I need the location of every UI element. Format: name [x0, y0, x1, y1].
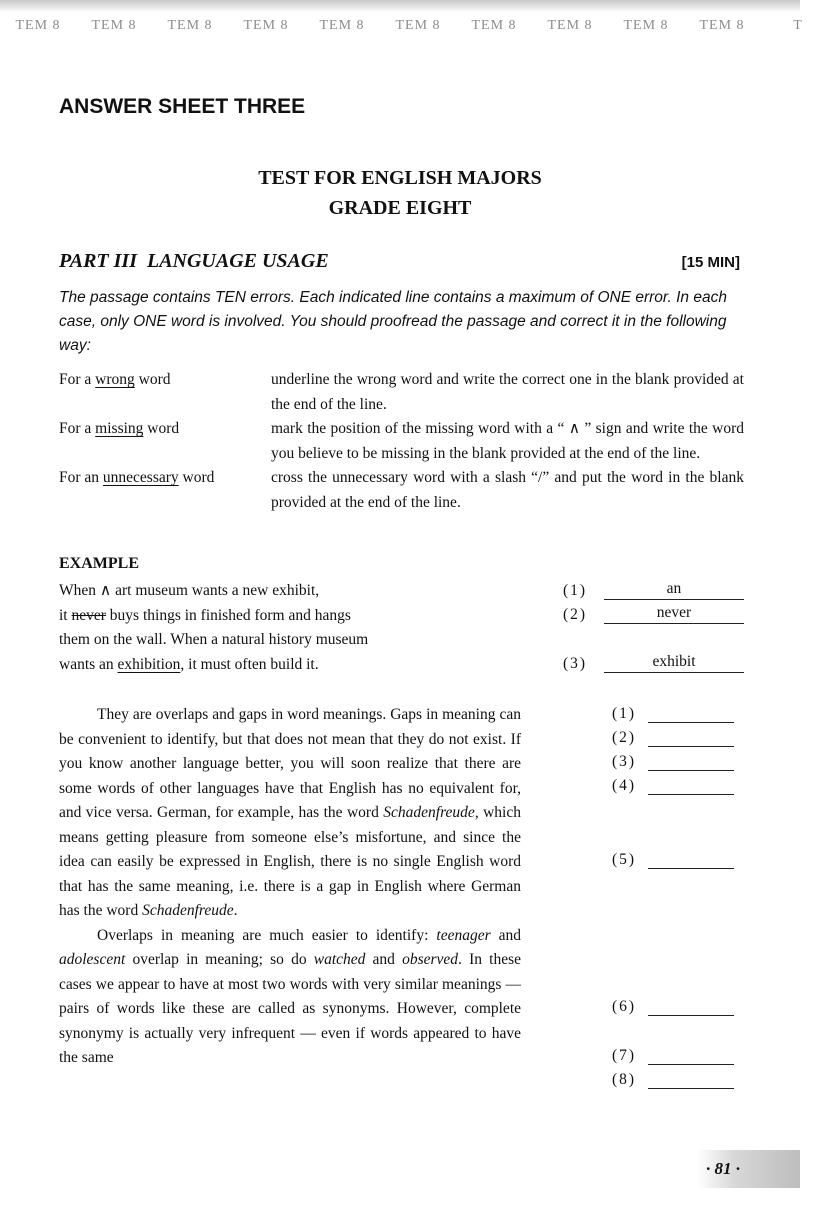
answer-blank-line[interactable] — [648, 998, 734, 1016]
example-line — [59, 653, 479, 678]
passage-paragraph — [59, 703, 521, 924]
answer-blank-line[interactable] — [648, 1071, 734, 1089]
passage-italic: watched — [313, 951, 366, 968]
rule-description: mark the position of the missing word with a “ ∧ ” sign and write the word you believe to be missing in the blank provided at the end of the line. — [271, 420, 744, 462]
rule-row — [59, 417, 744, 466]
page-number: · 81 · — [698, 1150, 800, 1188]
passage-italic: Schadenfreude — [383, 804, 475, 821]
answer-blank-number: (5) — [612, 851, 637, 868]
example-text-fragment: it — [59, 606, 72, 624]
passage-text: Overlaps in meaning are much easier to identify: — [97, 926, 437, 944]
answer-blank[interactable] — [612, 753, 734, 771]
answer-blank-number: (3) — [612, 753, 637, 770]
answer-blank-number: (4) — [612, 777, 637, 794]
example-text — [59, 579, 479, 677]
test-subtitle-line: GRADE EIGHT — [328, 197, 472, 219]
insertion-mark: ∧ — [99, 582, 112, 599]
struck-word: never — [71, 606, 106, 624]
scan-top-edge — [0, 0, 800, 12]
part-time: [15 MIN] — [681, 254, 740, 271]
passage-italic: observed — [402, 951, 459, 968]
passage-italic: teenager — [436, 926, 491, 944]
passage-text: and — [490, 926, 521, 944]
rule-description: underline the wrong word and write the correct one in the blank provided at the end of the line. — [271, 371, 744, 413]
passage-italic: Schadenfreude — [142, 902, 234, 919]
running-head-item: TEM 8 — [699, 18, 745, 33]
example-line — [59, 604, 479, 629]
running-head-item: TEM 8 — [15, 18, 61, 33]
example-answer-number: (2) — [563, 606, 588, 623]
rule-label-pre: For an — [59, 469, 103, 486]
rule-description: cross the unnecessary word with a slash “/” and put the word in the blank provided at the end of the line. — [271, 469, 744, 511]
rule-row — [59, 368, 744, 417]
example-text-fragment: When — [59, 582, 100, 599]
example-answer-value: an — [604, 580, 744, 600]
instructions: The passage contains TEN errors. Each indicated line contains a maximum of ONE error. In each case, only ONE word is involved. You should proofread the passage and correct it in the following way: — [59, 289, 727, 354]
example-answer — [563, 604, 744, 624]
running-head-item: TEM 8 — [243, 18, 289, 33]
example-answer-number: (1) — [563, 582, 588, 599]
running-head-item: T — [793, 18, 803, 33]
part-title: PART III LANGUAGE USAGE — [59, 250, 329, 272]
answer-blank[interactable] — [612, 1071, 734, 1089]
running-head-item: TEM 8 — [623, 18, 669, 33]
rule-label-pre: For a — [59, 371, 96, 388]
answer-blank[interactable] — [612, 998, 734, 1016]
passage-text: overlap in meaning; so do — [125, 951, 314, 968]
example-answer-value: exhibit — [604, 653, 744, 673]
rule-label-pre: For a — [59, 420, 96, 437]
passage-text: , which means getting pleasure from someone else’s misfortune, and since the idea can easily be expressed in English, there is no single English word that has the same meaning, i.e. there is a gap in English where German has the word — [59, 804, 521, 919]
running-head-item: TEM 8 — [471, 18, 517, 33]
rule-label — [59, 466, 271, 515]
rule-label-keyword: wrong — [95, 371, 135, 388]
rule-row — [59, 466, 744, 515]
answer-blank-number: (2) — [612, 729, 637, 746]
example-text-fragment: , it must often build it. — [180, 655, 319, 673]
answer-blank[interactable] — [612, 777, 734, 795]
example-answer — [563, 653, 744, 673]
example-answer — [563, 580, 744, 600]
answer-blank[interactable] — [612, 729, 734, 747]
rule-label-keyword: missing — [95, 420, 144, 437]
answer-blank[interactable] — [612, 851, 734, 869]
passage-italic: adolescent — [59, 951, 126, 968]
answer-blank-line[interactable] — [648, 851, 734, 869]
answer-blank-line[interactable] — [648, 729, 734, 747]
test-title — [200, 163, 600, 223]
example-text-fragment: buys things in finished form and hangs — [105, 606, 351, 624]
rule-label-post: word — [143, 420, 180, 437]
proofreading-rules — [59, 368, 744, 515]
rule-label — [59, 417, 271, 466]
example-answer-value: never — [604, 604, 744, 624]
passage-text: They are overlaps and gaps in word meanings. Gaps in meaning can be convenient to identify, but that does not mean that they do not exist. If you know another language better, you will soon realize that there are some words of other languages have that English has no equivalent for, and vice versa. German, for example, has the word — [59, 706, 521, 821]
running-head-item: TEM 8 — [395, 18, 441, 33]
passage-paragraph — [59, 924, 521, 1071]
example-heading: EXAMPLE — [59, 555, 139, 572]
example-text-fragment: art museum wants a new exhibit, — [111, 582, 320, 599]
rule-label-keyword: unnecessary — [102, 469, 179, 486]
answer-blank-number: (1) — [612, 705, 637, 722]
example-answer-number: (3) — [563, 655, 588, 672]
answer-blank-number: (7) — [612, 1047, 637, 1064]
example-line: them on the wall. When a natural history museum — [59, 631, 369, 648]
rule-label-post: word — [178, 469, 215, 486]
running-head-item: TEM 8 — [319, 18, 365, 33]
running-head-item: TEM 8 — [547, 18, 593, 33]
running-head — [0, 18, 803, 44]
answer-blank-line[interactable] — [648, 753, 734, 771]
answer-blank-number: (6) — [612, 998, 637, 1015]
passage-text: . — [233, 902, 238, 919]
answer-blank[interactable] — [612, 705, 734, 723]
answer-blank-line[interactable] — [648, 777, 734, 795]
answer-sheet-title: ANSWER SHEET THREE — [59, 95, 306, 118]
passage-text: . In these cases we appear to have at most two words with very similar meanings — pairs of words like these are called as synonyms. However, complete synonymy is actually very infrequent — even if words appeared to have the same — [59, 951, 521, 1066]
answer-blank-line[interactable] — [648, 1047, 734, 1065]
answer-blank[interactable] — [612, 1047, 734, 1065]
running-head-item: TEM 8 — [91, 18, 137, 33]
passage-text: and — [365, 951, 403, 968]
rule-label-post: word — [134, 371, 171, 388]
test-title-line: TEST FOR ENGLISH MAJORS — [258, 167, 542, 189]
underlined-word: exhibition — [117, 655, 181, 673]
answer-blank-line[interactable] — [648, 705, 734, 723]
answer-blank-number: (8) — [612, 1071, 637, 1088]
running-head-item: TEM 8 — [167, 18, 213, 33]
example-line — [59, 579, 479, 604]
rule-label — [59, 368, 271, 417]
example-text-fragment: wants an — [59, 655, 118, 673]
proofreading-passage — [59, 703, 521, 1071]
